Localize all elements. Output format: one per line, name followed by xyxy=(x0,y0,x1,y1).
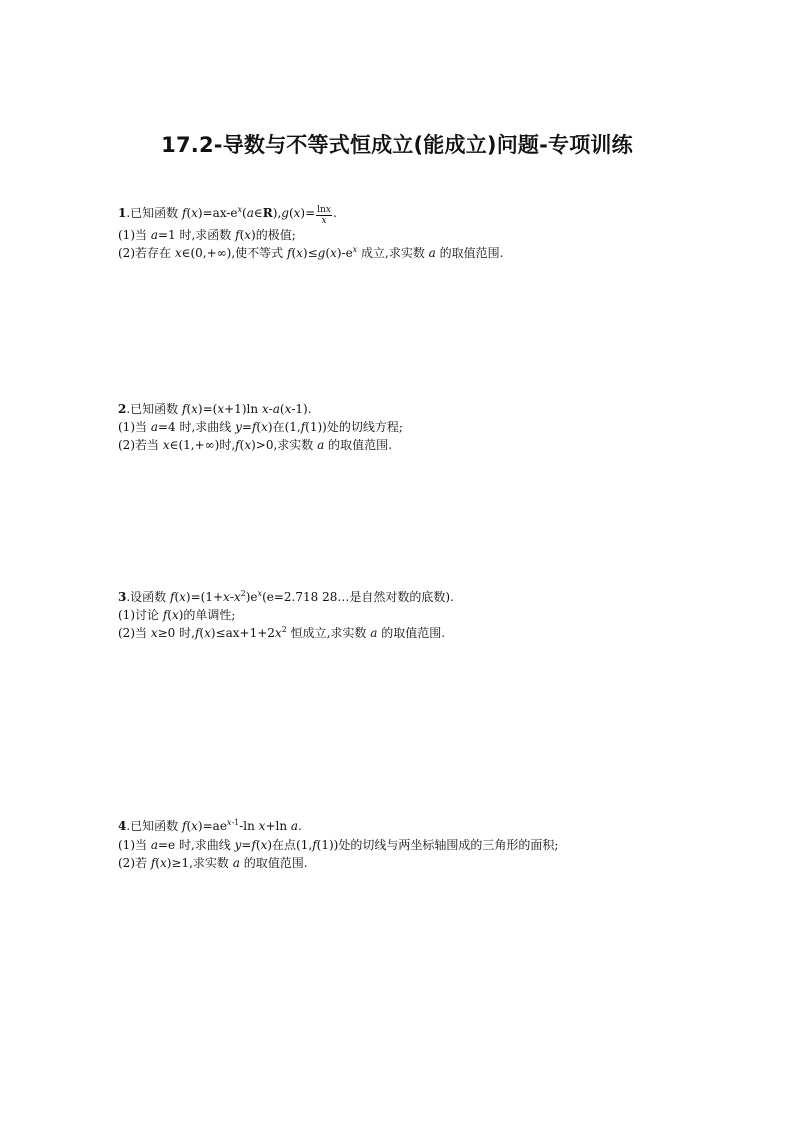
page-title: 17.2-导数与不等式恒成立(能成立)问题-专项训练 xyxy=(161,133,633,157)
problem-1-part-1: (1)当 a=1 时,求函数 f(x)的极值; xyxy=(118,228,296,242)
problem-1-stem: 1.已知函数 $f(x)=ax-e^x(a\in R),g(x)=$ $\frac{\ln x}{x}$ . xyxy=(118,205,337,226)
problem-1-part-2: (2)若存在 x∈(0,+∞),使不等式 $f(x)\le g(x)-e^x$ 成立,求实数 a 的取值范围. xyxy=(118,245,504,260)
problem-1 xyxy=(118,200,718,262)
problem-2-stem: 2.已知函数 f(x)=(x+1)ln x-a(x-1). xyxy=(118,402,312,416)
problem-3 xyxy=(118,588,718,642)
problem-3-stem: 3.设函数 $f(x)=(1+x-x^2)e^x(e=2.718$ 28…是自然对数的底数). xyxy=(118,589,454,604)
problem-2 xyxy=(118,400,718,454)
problem-4-part-2: (2)若 f(x)≥1,求实数 a 的取值范围. xyxy=(118,856,308,870)
problem-3-part-1: (1)讨论 f(x)的单调性; xyxy=(118,608,236,622)
problem-3-part-2: (2)当 x≥0 时$,f(x)\le ax+1+2x^2$ 恒成立,求实数 a 的取值范围. xyxy=(118,625,446,640)
problem-2-part-2: (2)若当 x∈(1,+∞)时,f(x)>0,求实数 a 的取值范围. xyxy=(118,438,392,452)
problem-4-stem: 4.已知函数 $f(x)=ae^{x-1}-\ln$ x+ln a. xyxy=(118,818,302,833)
problem-4 xyxy=(118,816,718,872)
fraction: $\frac{\ln x}{x}$ xyxy=(317,205,331,226)
problem-2-part-1: (1)当 a=4 时,求曲线 y=f(x)在(1,f(1))处的切线方程; xyxy=(118,420,403,434)
problem-4-part-1: (1)当 a=e 时,求曲线 y=f(x)在点(1,f(1))处的切线与两坐标轴围成的三角形的面积; xyxy=(118,838,559,852)
